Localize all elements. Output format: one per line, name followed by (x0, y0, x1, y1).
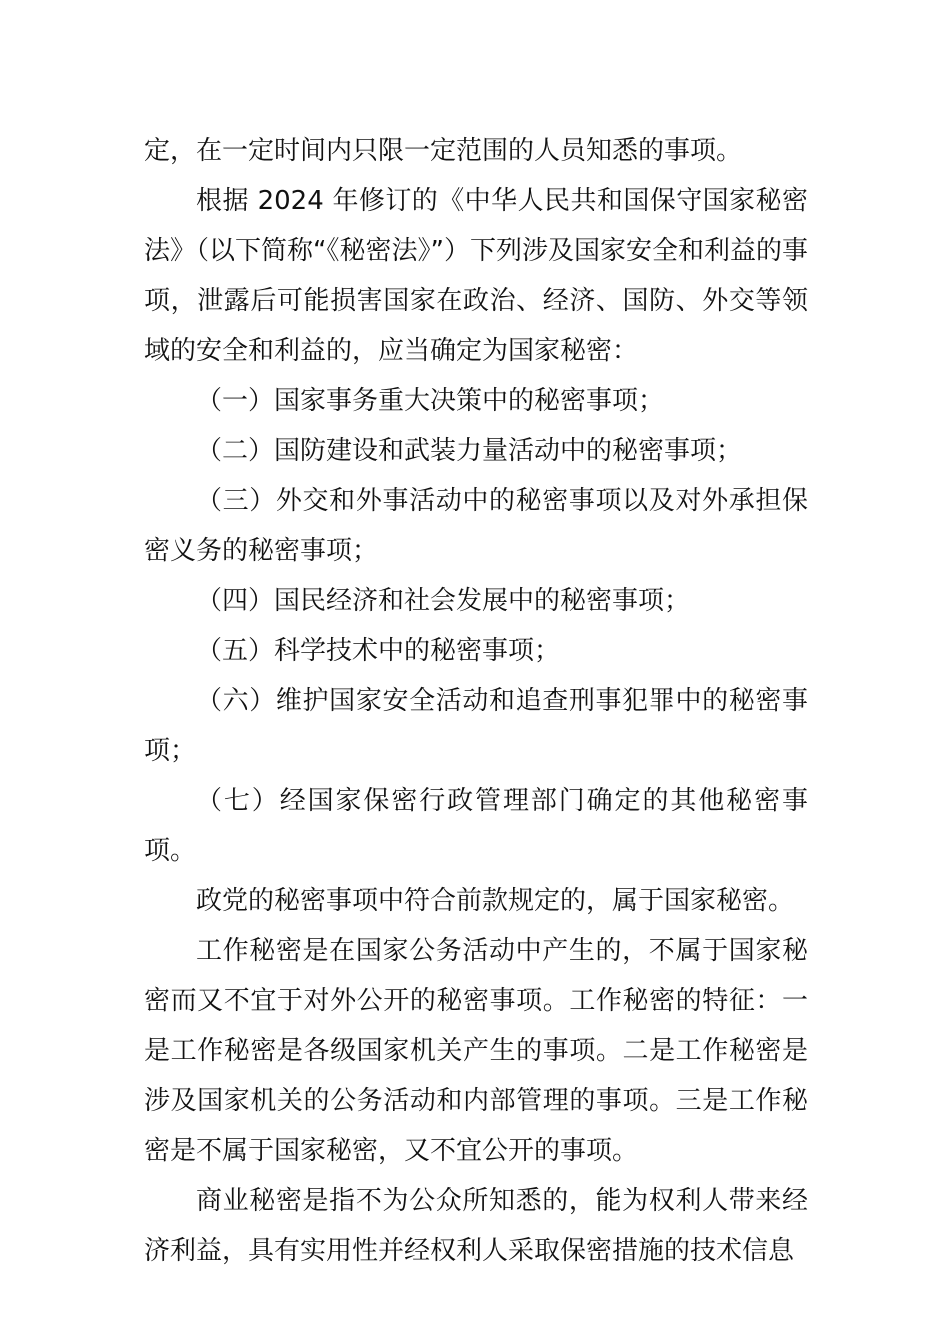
list-item-4: （四）国民经济和社会发展中的秘密事项； (196, 586, 691, 616)
list-item-3: （三）外交和外事活动中的秘密事项以及对外承担保密义务的秘密事项； (144, 486, 808, 566)
list-item-7: （七）经国家保密行政管理部门确定的其他秘密事项。 (144, 786, 808, 866)
paragraph-secrecy-law-intro: 根据 2024 年修订的《中华人民共和国保守国家秘密法》（以下简称“《秘密法》”）下列涉及国家安全和利益的事项，泄露后可能损害国家在政治、经济、国防、外交等领域的安全和利益的，应当确定为国家秘密： (144, 186, 808, 366)
list-item-2: （二）国防建设和武装力量活动中的秘密事项； (196, 436, 743, 466)
paragraph-party-secrets: 政党的秘密事项中符合前款规定的，属于国家秘密。 (196, 886, 795, 916)
list-item-1: （一）国家事务重大决策中的秘密事项； (196, 386, 665, 416)
paragraph-continuation: 定，在一定时间内只限一定范围的人员知悉的事项。 (144, 136, 743, 166)
paragraph-trade-secrets: 商业秘密是指不为公众所知悉的，能为权利人带来经济利益，具有实用性并经权利人采取保密措施的技术信息 (144, 1186, 808, 1266)
list-item-6: （六）维护国家安全活动和追查刑事犯罪中的秘密事项； (144, 686, 808, 766)
document-body (144, 126, 808, 1276)
paragraph-work-secrets: 工作秘密是在国家公务活动中产生的，不属于国家秘密而又不宜于对外公开的秘密事项。工作秘密的特征：一是工作秘密是各级国家机关产生的事项。二是工作秘密是涉及国家机关的公务活动和内部管理的事项。三是工作秘密是不属于国家秘密，又不宜公开的事项。 (144, 936, 808, 1166)
list-item-5: （五）科学技术中的秘密事项； (196, 636, 561, 666)
